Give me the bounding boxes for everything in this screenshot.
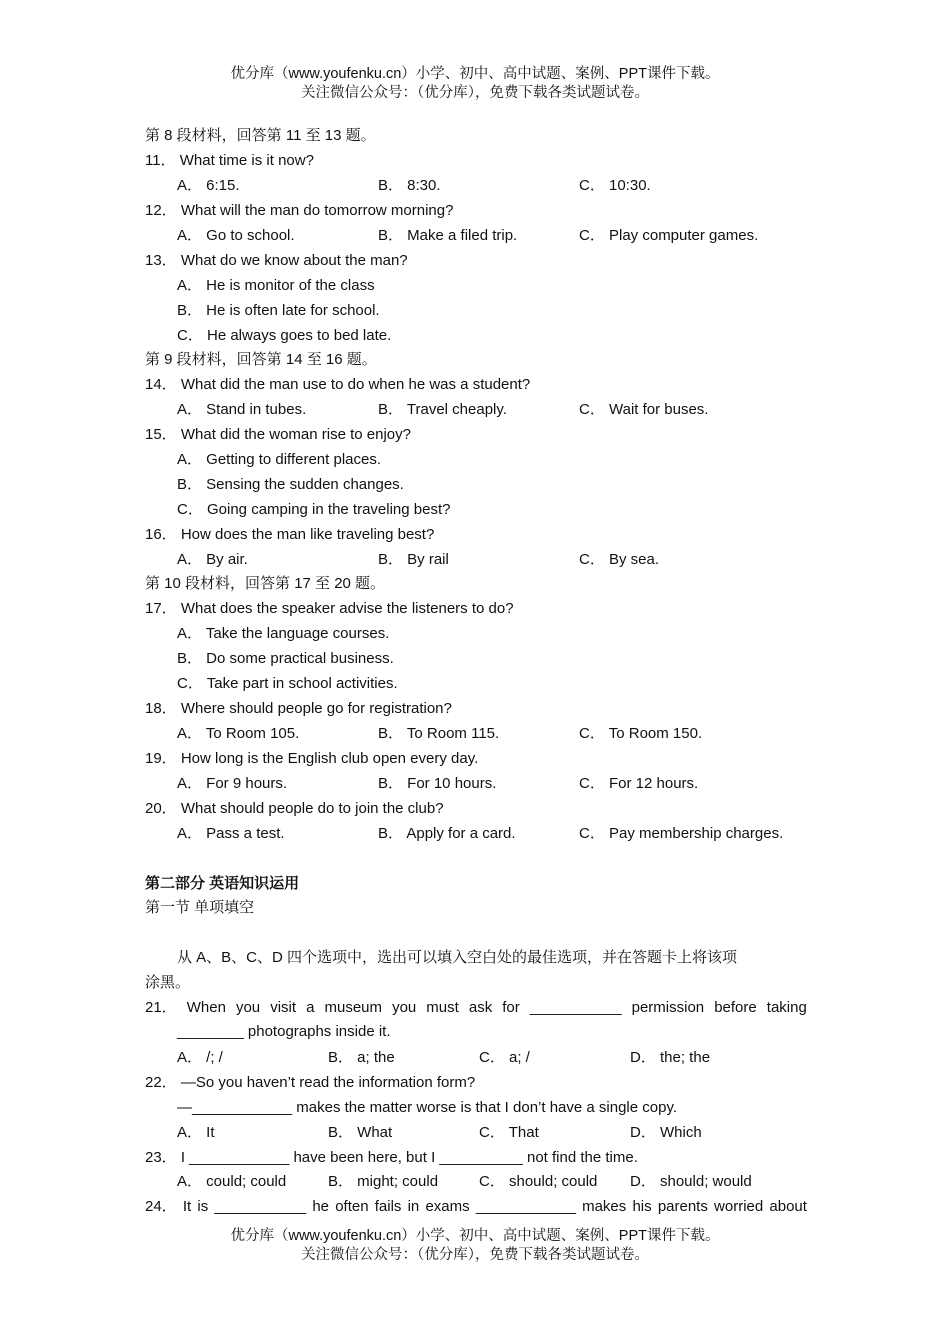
- question-21-line-1: [145, 998, 807, 1018]
- q24-word: makes: [582, 1198, 627, 1215]
- q20-option-b: B． Apply for a card.: [378, 825, 516, 842]
- instruction-line-1: 从 A、B、C、D 四个选项中，选出可以填入空白处的最佳选项，并在答题卡上将该项: [177, 949, 738, 966]
- q21-word: taking: [766, 999, 807, 1016]
- q14-option-c: C． Wait for buses.: [579, 401, 709, 418]
- q16-option-a: A． By air.: [177, 551, 248, 568]
- q21-word: for: [502, 999, 520, 1016]
- page-header: [0, 65, 950, 103]
- q24-word: exams: [425, 1198, 470, 1215]
- q24-word: his: [632, 1198, 652, 1215]
- q24-word: in: [407, 1198, 420, 1215]
- q21-word: visit: [270, 999, 297, 1016]
- q20-option-a: A． Pass a test.: [177, 825, 285, 842]
- q24-word: he: [312, 1198, 330, 1215]
- part-2-heading: 第二部分 英语知识运用: [145, 875, 300, 892]
- q17-option-c: C． Take part in school activities.: [177, 675, 398, 692]
- q21-word: you: [392, 999, 417, 1016]
- q22-option-c: C． That: [479, 1124, 539, 1141]
- q12-option-b: B． Make a filed trip.: [378, 227, 518, 244]
- q24-word: worried: [714, 1198, 764, 1215]
- footer-line-2: 关注微信公众号：（优分库），免费下载各类试题试卷。: [301, 1247, 649, 1263]
- q14-option-a: A． Stand in tubes.: [177, 401, 307, 418]
- section-1-heading: 第一节 单项填空: [145, 899, 255, 916]
- q15-option-b: B． Sensing the sudden changes.: [177, 476, 404, 493]
- q21-blank: ___________: [529, 999, 622, 1016]
- question-23: 23． I ____________ have been here, but I __________ not find the time.: [145, 1149, 638, 1166]
- q21-word: permission: [631, 999, 705, 1016]
- q23-option-c: C． should; could: [479, 1173, 598, 1190]
- q21-option-b: B． a; the: [328, 1049, 395, 1066]
- q22-option-b: B． What: [328, 1124, 393, 1141]
- q22-option-d: D． Which: [630, 1124, 702, 1141]
- q11-option-c: C． 10:30.: [579, 177, 651, 194]
- q11-option-a: A． 6:15.: [177, 177, 240, 194]
- q24-blank: ___________: [214, 1198, 307, 1215]
- question-17: 17． What does the speaker advise the listeners to do?: [145, 600, 514, 617]
- question-19: 19． How long is the English club open every day.: [145, 750, 479, 767]
- q23-option-a: A． could; could: [177, 1173, 287, 1190]
- question-22-line-2: —____________ makes the matter worse is that I don’t have a single copy.: [177, 1099, 678, 1116]
- q24-blank: ____________: [475, 1198, 576, 1215]
- q24-word: often: [335, 1198, 369, 1215]
- q21-word: a: [306, 999, 315, 1016]
- q21-word: When: [186, 999, 226, 1016]
- q19-option-a: A． For 9 hours.: [177, 775, 288, 792]
- q21-option-a: A． /; /: [177, 1049, 223, 1066]
- q24-word: fails: [374, 1198, 402, 1215]
- q12-option-c: C． Play computer games.: [579, 227, 759, 244]
- question-21-line-2: ________ photographs inside it.: [177, 1023, 391, 1040]
- q15-option-c: C． Going camping in the traveling best?: [177, 501, 451, 518]
- q17-option-b: B． Do some practical business.: [177, 650, 394, 667]
- q24-word: It: [182, 1198, 192, 1215]
- q11-option-b: B． 8:30.: [378, 177, 441, 194]
- q19-option-b: B． For 10 hours.: [378, 775, 497, 792]
- q21-word: ask: [468, 999, 493, 1016]
- q21-option-c: C． a; /: [479, 1049, 530, 1066]
- q13-option-c: C． He always goes to bed late.: [177, 327, 392, 344]
- question-13: 13． What do we know about the man?: [145, 252, 408, 269]
- question-22-line-1: 22． —So you haven’t read the information form?: [145, 1074, 476, 1091]
- question-18: 18． Where should people go for registration?: [145, 700, 452, 717]
- q17-option-a: A． Take the language courses.: [177, 625, 390, 642]
- q21-word: must: [426, 999, 459, 1016]
- question-14: 14． What did the man use to do when he was a student?: [145, 376, 531, 393]
- header-line-1: 优分库（www.youfenku.cn）小学、初中、高中试题、案例、PPT课件下载。: [230, 66, 720, 82]
- footer-line-1: 优分库（www.youfenku.cn）小学、初中、高中试题、案例、PPT课件下载。: [230, 1228, 720, 1244]
- header-line-2: 关注微信公众号：（优分库），免费下载各类试题试卷。: [301, 85, 649, 101]
- q16-option-c: C． By sea.: [579, 551, 660, 568]
- section-8-heading: 第 8 段材料，回答第 11 至 13 题。: [145, 127, 376, 144]
- q24-word: 24．: [145, 1198, 177, 1215]
- q21-word: before: [714, 999, 757, 1016]
- q24-word: parents: [657, 1198, 708, 1215]
- q20-option-c: C． Pay membership charges.: [579, 825, 784, 842]
- q24-word: is: [197, 1198, 209, 1215]
- question-20: 20． What should people do to join the club?: [145, 800, 444, 817]
- q22-option-a: A． It: [177, 1124, 215, 1141]
- q23-option-b: B． might; could: [328, 1173, 439, 1190]
- q23-option-d: D． should; would: [630, 1173, 752, 1190]
- q14-option-b: B． Travel cheaply.: [378, 401, 507, 418]
- question-12: 12． What will the man do tomorrow morning?: [145, 202, 454, 219]
- q13-option-a: A． He is monitor of the class: [177, 277, 375, 294]
- q24-word: about: [769, 1198, 807, 1215]
- section-10-heading: 第 10 段材料，回答第 17 至 20 题。: [145, 575, 386, 592]
- q18-option-c: C． To Room 150.: [579, 725, 703, 742]
- q16-option-b: B． By rail: [378, 551, 449, 568]
- question-24-line-1: [145, 1197, 807, 1217]
- q21-word: you: [235, 999, 261, 1016]
- question-11: 11． What time is it now?: [145, 152, 314, 169]
- question-16: 16． How does the man like traveling best?: [145, 526, 435, 543]
- q18-option-b: B． To Room 115.: [378, 725, 500, 742]
- q21-word: 21．: [145, 999, 177, 1016]
- q21-option-d: D． the; the: [630, 1049, 711, 1066]
- q18-option-a: A． To Room 105.: [177, 725, 300, 742]
- q15-option-a: A． Getting to different places.: [177, 451, 382, 468]
- q19-option-c: C． For 12 hours.: [579, 775, 699, 792]
- page-footer: [0, 1227, 950, 1265]
- section-9-heading: 第 9 段材料，回答第 14 至 16 题。: [145, 351, 377, 368]
- instruction-line-2: 涂黑。: [145, 974, 191, 991]
- q13-option-b: B． He is often late for school.: [177, 302, 380, 319]
- question-15: 15． What did the woman rise to enjoy?: [145, 426, 411, 443]
- q21-word: museum: [324, 999, 383, 1016]
- q12-option-a: A． Go to school.: [177, 227, 295, 244]
